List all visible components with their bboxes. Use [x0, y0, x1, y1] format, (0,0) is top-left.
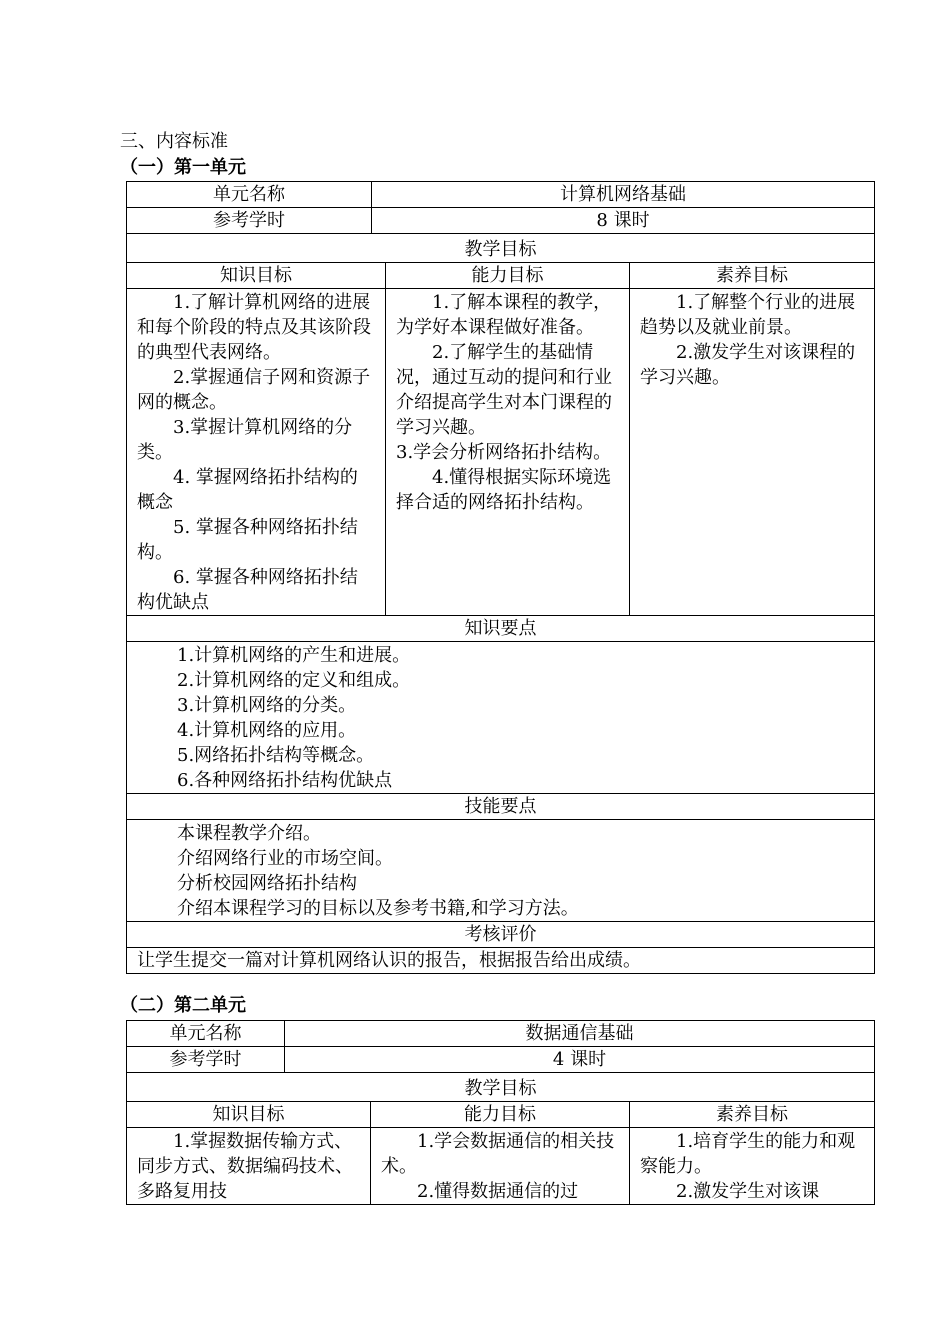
goal-columns-row: [127, 1102, 875, 1128]
key-points-cell: [127, 642, 875, 794]
unit-name-value: 数据通信基础: [285, 1021, 875, 1047]
quality-goal-item: 1.培育学生的能力和观察能力。: [640, 1131, 856, 1177]
quality-goal-item: 1.了解整个行业的进展趋势以及就业前景。: [640, 292, 856, 338]
ability-goal-item: 2.了解学生的基础情况，通过互动的提问和行业介绍提高学生对本门课程的学习兴趣。: [396, 342, 612, 438]
unit-name-value: 计算机网络基础: [372, 182, 875, 208]
goals-content-row: [127, 1128, 875, 1205]
unit-1-table: [126, 181, 875, 974]
ability-goal-item: 1.了解本课程的教学，为学好本课程做好准备。: [396, 292, 612, 338]
goals-content-row: [127, 289, 875, 616]
quality-goals-cell: [630, 1128, 875, 1205]
ability-goal-item: 2.懂得数据通信的过: [417, 1181, 579, 1202]
knowledge-goal-item: 6. 掌握各种网络拓扑结构优缺点: [137, 567, 358, 613]
unit-name-row: [127, 182, 875, 208]
key-points-header-row: [127, 616, 875, 642]
key-point-item: 1.计算机网络的产生和进展。: [177, 645, 411, 666]
unit-name-row: [127, 1021, 875, 1047]
ability-goal-item: 3.学会分析网络拓扑结构。: [396, 442, 612, 463]
knowledge-goals-cell: [127, 289, 386, 616]
unit-2-table: [126, 1020, 875, 1205]
unit-hours-label: 参考学时: [127, 208, 372, 234]
skill-item: 分析校园网络拓扑结构: [177, 873, 357, 894]
knowledge-goals-cell: [127, 1128, 371, 1205]
knowledge-goal-item: 3.掌握计算机网络的分类。: [137, 417, 353, 463]
quality-goals-header: 素养目标: [630, 1102, 875, 1128]
assessment-header: 考核评价: [127, 922, 875, 948]
knowledge-goal-item: 1.了解计算机网络的进展和每个阶段的特点及其该阶段的典型代表网络。: [137, 292, 371, 363]
skills-header: 技能要点: [127, 794, 875, 820]
unit-name-label: 单元名称: [127, 182, 372, 208]
skills-cell: [127, 820, 875, 922]
assessment-header-row: [127, 922, 875, 948]
quality-goal-item: 2.激发学生对该课程的学习兴趣。: [640, 342, 856, 388]
goals-header: 教学目标: [127, 234, 875, 263]
unit-hours-row: [127, 1047, 875, 1073]
key-point-item: 6.各种网络拓扑结构优缺点: [177, 770, 393, 791]
unit-hours-row: [127, 208, 875, 234]
ability-goals-header: 能力目标: [386, 263, 630, 289]
key-point-item: 5.网络拓扑结构等概念。: [177, 745, 375, 766]
skills-header-row: [127, 794, 875, 820]
ability-goal-item: 4.懂得根据实际环境选择合适的网络拓扑结构。: [396, 467, 612, 513]
quality-goals-header: 素养目标: [630, 263, 875, 289]
knowledge-goals-header: 知识目标: [127, 1102, 371, 1128]
section-title: 三、内容标准: [120, 131, 228, 152]
key-point-item: 2.计算机网络的定义和组成。: [177, 670, 411, 691]
unit-1-heading: （一）第一单元: [120, 157, 246, 178]
knowledge-goals-header: 知识目标: [127, 263, 386, 289]
goals-header-row: [127, 234, 875, 263]
unit-hours-value: 8 课时: [372, 208, 875, 234]
unit-hours-value: 4 课时: [285, 1047, 875, 1073]
knowledge-goal-item: 1.掌握数据传输方式、同步方式、数据编码技术、多路复用技: [137, 1131, 353, 1202]
knowledge-goal-item: 5. 掌握各种网络拓扑结构。: [137, 517, 358, 563]
quality-goal-item: 2.激发学生对该课: [676, 1181, 820, 1202]
quality-goals-cell: [630, 289, 875, 616]
assessment-text: 让学生提交一篇对计算机网络认识的报告，根据报告给出成绩。: [127, 948, 875, 974]
unit-name-label: 单元名称: [127, 1021, 285, 1047]
skill-item: 介绍本课程学习的目标以及参考书籍,和学习方法。: [177, 898, 579, 919]
unit-hours-label: 参考学时: [127, 1047, 285, 1073]
ability-goals-header: 能力目标: [371, 1102, 630, 1128]
key-point-item: 3.计算机网络的分类。: [177, 695, 357, 716]
key-points-header: 知识要点: [127, 616, 875, 642]
key-points-row: [127, 642, 875, 794]
ability-goal-item: 1.学会数据通信的相关技术。: [381, 1131, 615, 1177]
skill-item: 本课程教学介绍。: [177, 823, 321, 844]
assessment-row: [127, 948, 875, 974]
unit-2-heading: （二）第二单元: [120, 995, 246, 1016]
ability-goals-cell: [386, 289, 630, 616]
goals-header-row: [127, 1073, 875, 1102]
knowledge-goal-item: 4. 掌握网络拓扑结构的概念: [137, 467, 358, 513]
knowledge-goal-item: 2.掌握通信子网和资源子网的概念。: [137, 367, 371, 413]
goal-columns-row: [127, 263, 875, 289]
goals-header: 教学目标: [127, 1073, 875, 1102]
key-point-item: 4.计算机网络的应用。: [177, 720, 357, 741]
ability-goals-cell: [371, 1128, 630, 1205]
skills-row: [127, 820, 875, 922]
skill-item: 介绍网络行业的市场空间。: [177, 848, 393, 869]
